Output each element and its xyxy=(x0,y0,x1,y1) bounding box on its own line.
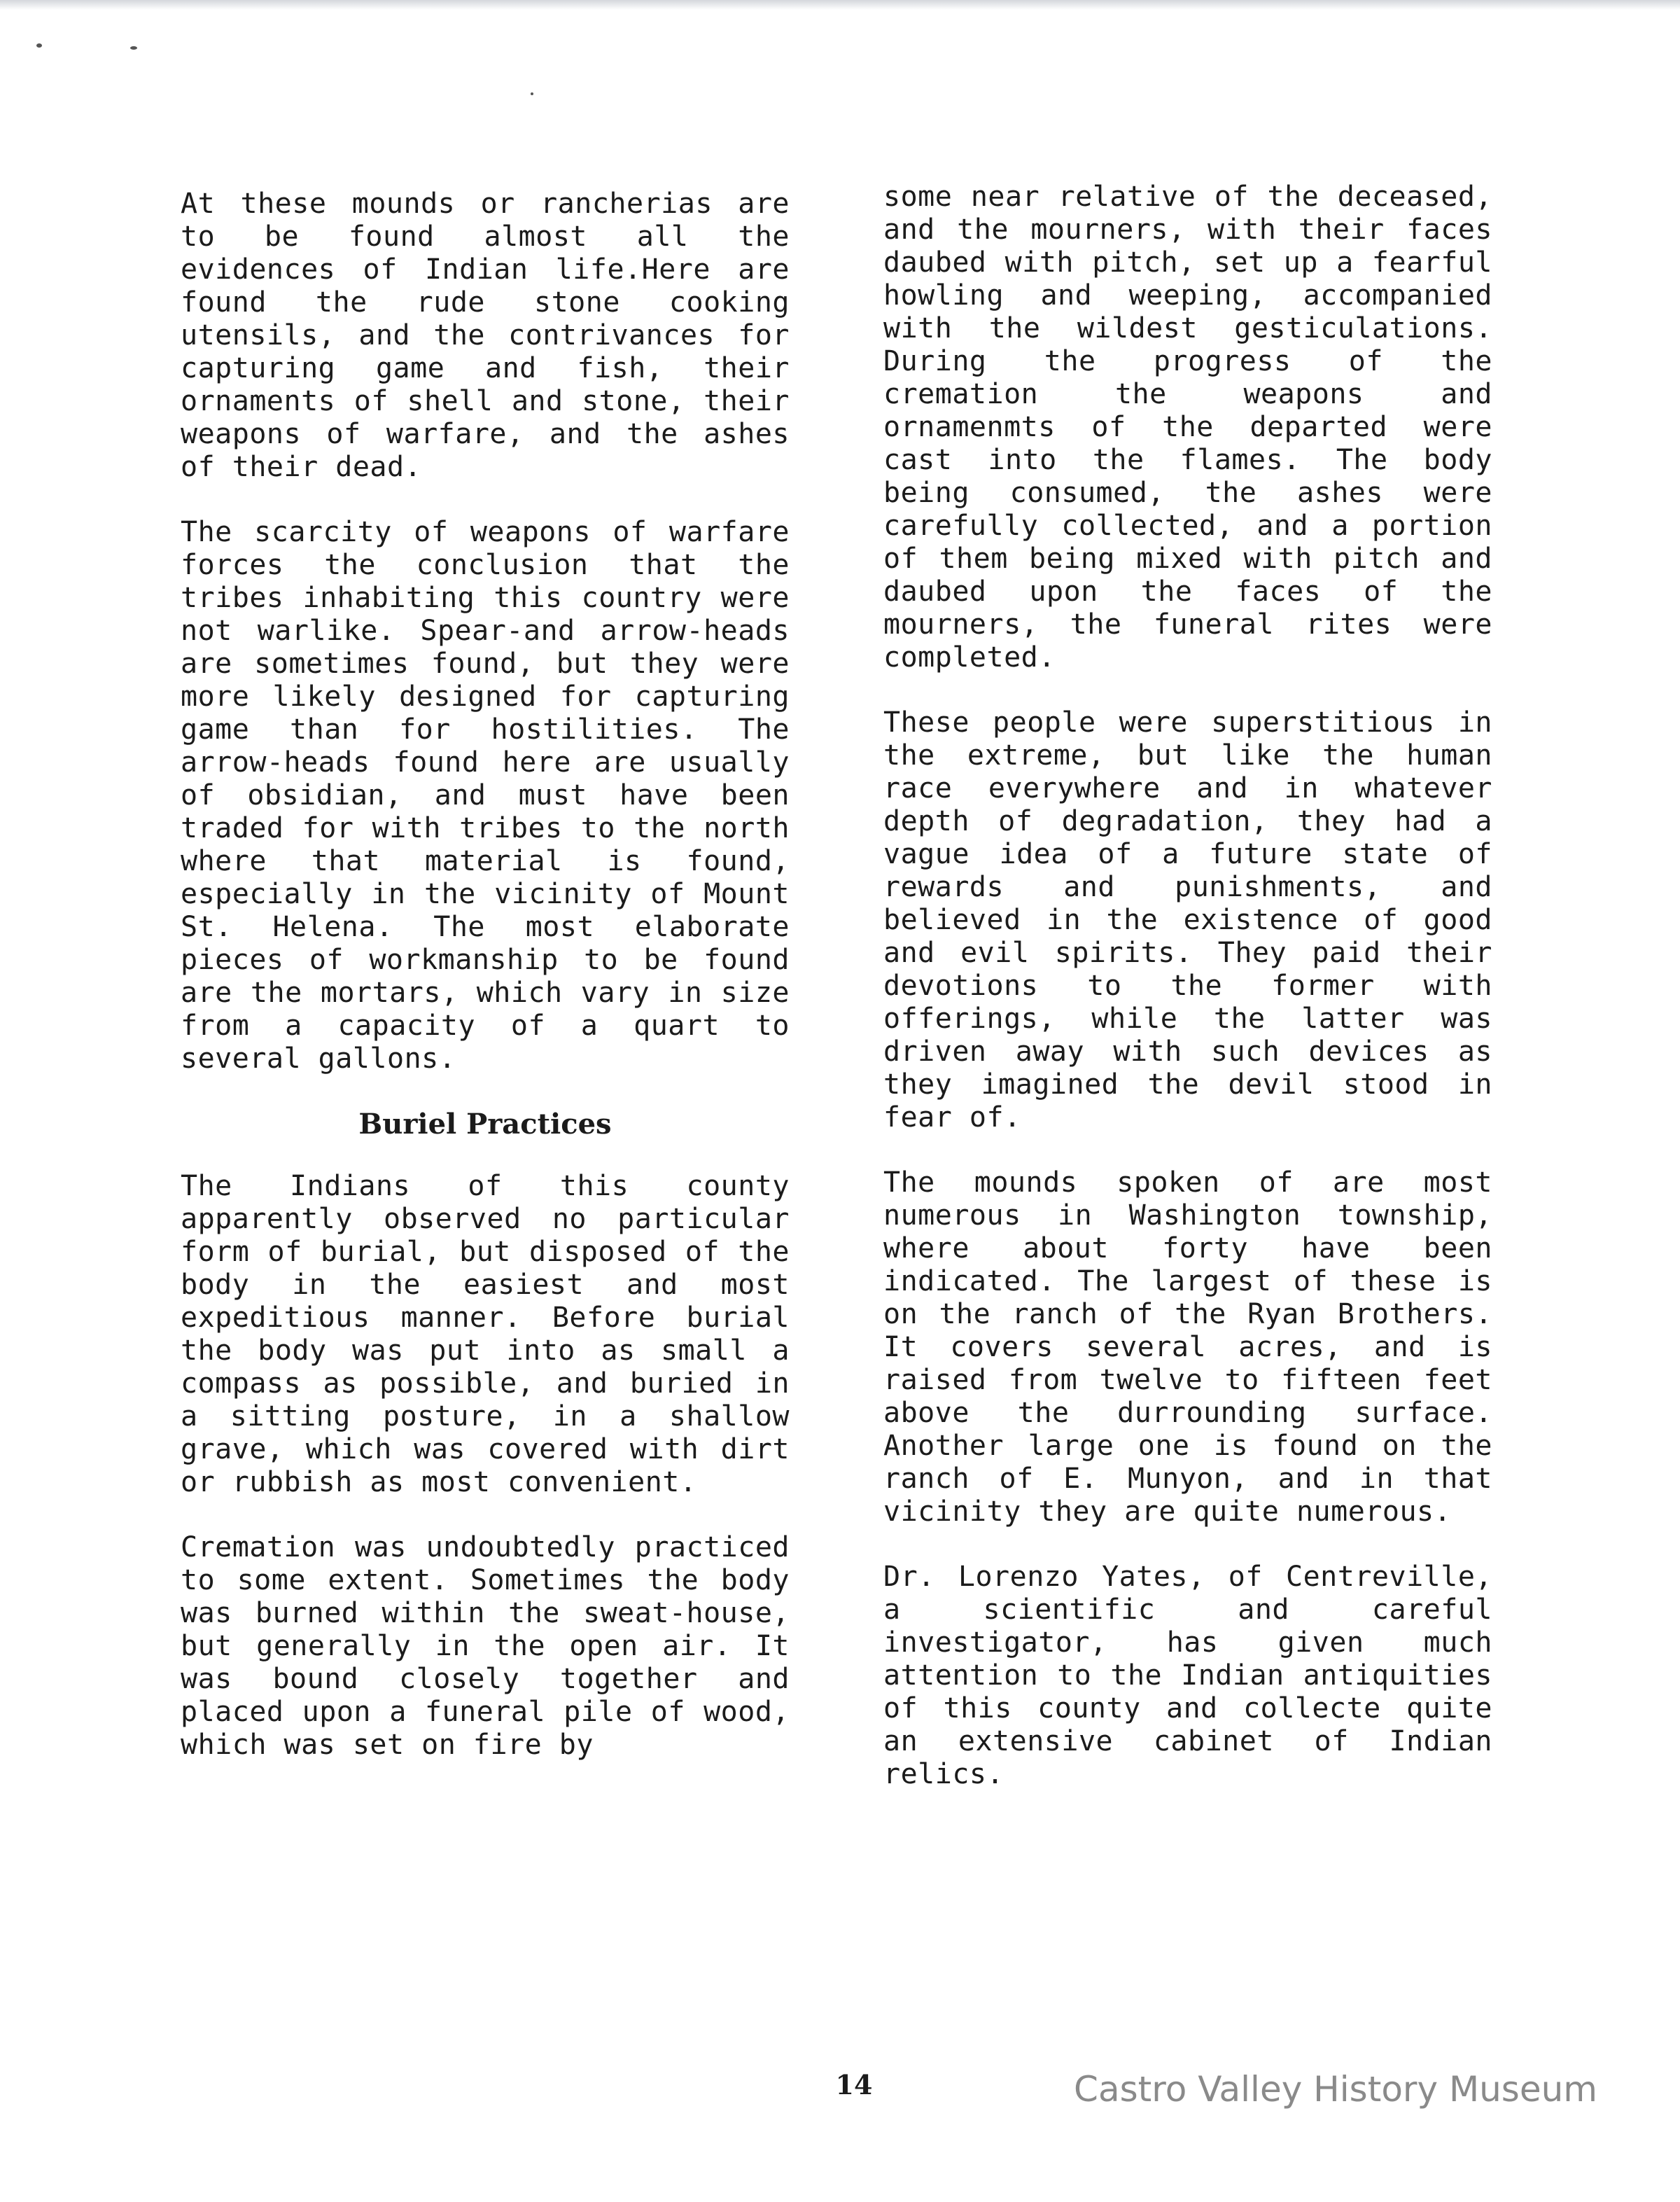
scan-speck xyxy=(36,43,42,48)
scan-edge-shadow xyxy=(0,0,1680,10)
paragraph-mounds-evidence: At these mounds or rancherias are to be found almost all the evidences of Indian life.Here are found the rude stone cooking utensils, and the contrivances for capturing game and fish, their ornaments of shell and stone, their weapons of warfare, and the ashes of their dead. xyxy=(181,188,790,483)
page-number: 14 xyxy=(835,2069,873,2100)
right-column xyxy=(883,181,1492,1823)
left-column xyxy=(181,188,790,1794)
paragraph-burial-form: The Indians of this county apparently observed no particular form of burial, but disposed of the body in the easiest and most expeditious manner. Before burial the body was put into as small a compass as possible, and buried in a sitting posture, in a shallow grave, which was covered with dirt or rubbish as most convenient. xyxy=(181,1170,790,1498)
paragraph-funeral-rites: some near relative of the deceased, and the mourners, with their faces daubed with pitch, set up a fearful howling and weeping, accompanied with the wildest gesticulations. During the progress of the cremation the weapons and ornamenmts of the departed were cast into the flames. The body being consumed, the ashes were carefully collected, and a portion of them being mixed with pitch and daubed upon the faces of the mourners, the funeral rites were completed. xyxy=(883,181,1492,674)
paragraph-lorenzo-yates: Dr. Lorenzo Yates, of Centreville, a scientific and careful investigator, has given much attention to the Indian antiquities of this county and collecte quite an extensive cabinet of Indian relics. xyxy=(883,1561,1492,1790)
paragraph-mounds-washington: The mounds spoken of are most numerous in Washington township, where about forty have been indicated. The largest of these is on the ranch of the Ryan Brothers. It covers several acres, and is raised from twelve to fifteen feet above the durrounding surface. Another large one is found on the ranch of E. Munyon, and in that vicinity they are quite numerous. xyxy=(883,1166,1492,1528)
scan-speck xyxy=(531,92,533,95)
scan-speck xyxy=(130,46,137,50)
paragraph-superstitions: These people were superstitious in the extreme, but like the human race everywhere and in whatever depth of degradation, they had a vague idea of a future state of rewards and punishments, and believed in the existence of good and evil spirits. They paid their devotions to the former with offerings, while the latter was driven away with such devices as they imagined the devil stood in fear of. xyxy=(883,706,1492,1134)
section-heading-burial: Buriel Practices xyxy=(358,1108,612,1141)
museum-watermark: Castro Valley History Museum xyxy=(1074,2069,1597,2110)
paragraph-cremation: Cremation was undoubtedly practiced to some extent. Sometimes the body was burned within the sweat-house, but generally in the open air. It was bound closely together and placed upon a funeral pile of wood, which was set on fire by xyxy=(181,1531,790,1761)
paragraph-weapons-scarcity: The scarcity of weapons of warfare forces the conclusion that the tribes inhabiting this country were not warlike. Spear-and arrow-heads are sometimes found, but they were more likely designed for capturing game than for hostilities. The arrow-heads found here are usually of obsidian, and must have been traded for with tribes to the north where that material is found, especially in the vicinity of Mount St. Helena. The most elaborate pieces of workmanship to be found are the mortars, which vary in size from a capacity of a quart to several gallons. xyxy=(181,516,790,1075)
